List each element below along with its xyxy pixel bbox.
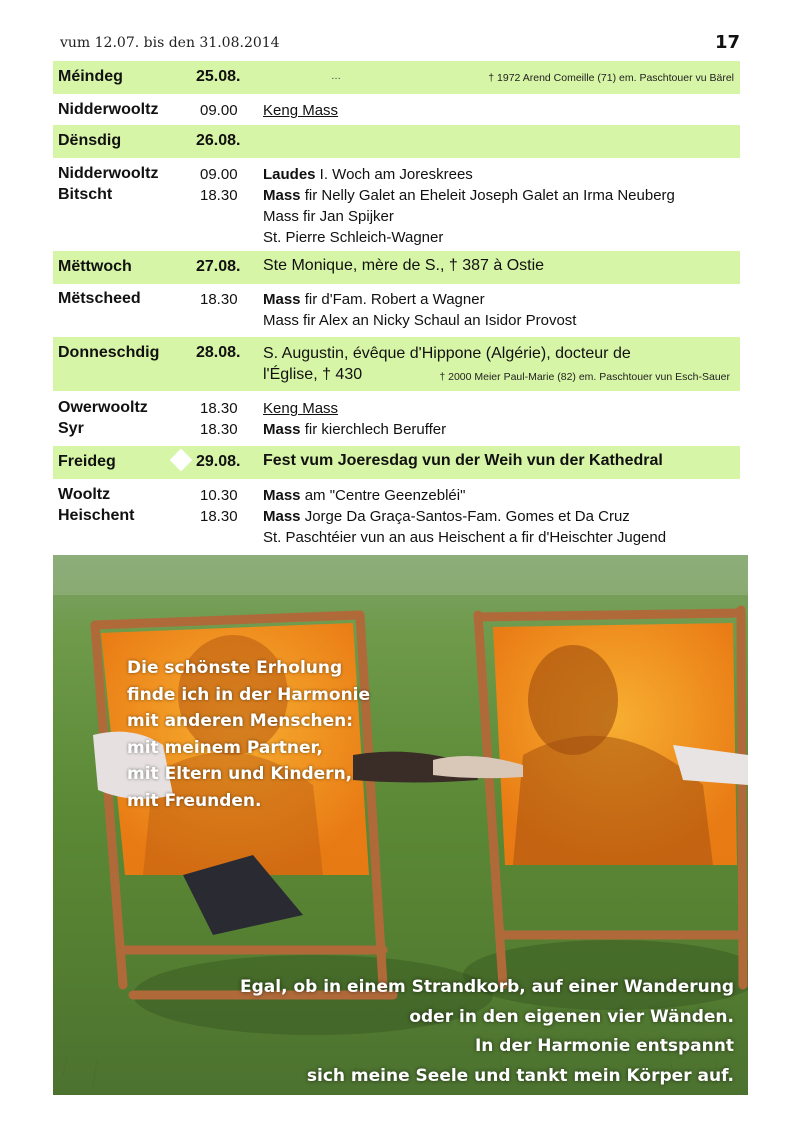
memorial-note: † 2000 Meier Paul-Marie (82) em. Paschtouer vun Esch-Sauer xyxy=(439,371,730,383)
day-row-mettwoch xyxy=(53,251,740,284)
entry-time: 18.30 xyxy=(200,421,238,438)
entry-text: Mass am "Centre Geenzebléi" xyxy=(263,487,466,504)
quote-bottom: Egal, ob in einem Strandkorb, auf einer Wanderung oder in den eigenen vier Wänden. In der Harmonie entspannt sich meine Seele und tankt mein Körper auf. xyxy=(239,977,734,1086)
weekday: Freideg xyxy=(58,453,116,470)
mass-schedule xyxy=(53,61,740,550)
day-row-donneschdig xyxy=(53,337,740,391)
schedule-entry xyxy=(53,285,740,337)
entry-place: Syr xyxy=(58,420,84,437)
feast-title: Ste Monique, mère de S., † 387 à Ostie xyxy=(263,257,545,274)
deckchairs-photo xyxy=(53,555,748,1095)
entry-text: Keng Mass xyxy=(263,102,339,119)
schedule-entry-group xyxy=(53,159,740,251)
entry-time: 09.00 xyxy=(200,102,238,119)
entry-time: 18.30 xyxy=(200,187,238,204)
quote-top: Die schönste Erholung finde ich in der Harmonie mit anderen Menschen: mit meinem Partner, mit Eltern und Kindern, mit Freunden. xyxy=(127,658,371,811)
date: 26.08. xyxy=(196,132,241,149)
entry-text: Mass fir Nelly Galet an Eheleit Joseph Galet an Irma Neuberg xyxy=(263,187,675,204)
schedule-entry-group xyxy=(53,480,740,550)
date: 28.08. xyxy=(196,344,241,361)
memorial-note: † 1972 Arend Comeille (71) em. Paschtouer vu Bärel xyxy=(488,72,734,84)
date: 27.08. xyxy=(196,258,241,275)
entry-text: Mass Jorge Da Graça-Santos-Fam. Gomes et Da Cruz xyxy=(263,508,630,525)
weekday: Méindeg xyxy=(58,68,123,85)
entry-place: Wooltz xyxy=(58,486,111,503)
entry-text: Mass fir Jan Spijker xyxy=(263,208,394,225)
entry-place: Mëtscheed xyxy=(58,290,141,307)
schedule-entry xyxy=(53,95,740,125)
entry-place: Nidderwooltz xyxy=(58,101,159,118)
entry-time: 18.30 xyxy=(200,291,238,308)
schedule-entry-group xyxy=(53,392,740,446)
weekday: Donneschdig xyxy=(58,344,160,361)
entry-text: Keng Mass xyxy=(263,400,339,417)
entry-text: St. Paschtéier vun an aus Heischent a fir d'Heischter Jugend xyxy=(263,529,667,546)
entry-text: St. Pierre Schleich-Wagner xyxy=(263,229,444,246)
diamond-marker xyxy=(170,449,193,472)
entry-text: Mass fir kierchlech Beruffer xyxy=(263,421,447,438)
feast-title: Fest vum Joeresdag vun der Weih vun der Kathedral xyxy=(263,452,663,469)
day-row-meindeg xyxy=(53,61,740,94)
weekday: Dënsdig xyxy=(58,132,122,149)
date: 25.08. xyxy=(196,68,241,85)
entry-time: 09.00 xyxy=(200,166,238,183)
day-row-densdig xyxy=(53,125,740,158)
entry-time: 18.30 xyxy=(200,508,238,525)
entry-place: Nidderwooltz xyxy=(58,165,159,182)
page-header xyxy=(60,32,740,54)
entry-place: Owerwooltz xyxy=(58,399,148,416)
entry-time: 10.30 xyxy=(200,487,238,504)
feast-title-cont: l'Église, † 430 xyxy=(263,366,363,383)
entry-text: Laudes I. Woch am Joreskrees xyxy=(263,166,473,183)
entry-place: Heischent xyxy=(58,507,135,524)
entry-place: Bitscht xyxy=(58,186,113,203)
feast-title: S. Augustin, évêque d'Hippone (Algérie), docteur de xyxy=(263,345,631,362)
day-row-freideg xyxy=(53,446,740,479)
ellipsis: … xyxy=(331,71,341,82)
weekday: Mëttwoch xyxy=(58,258,132,275)
entry-text: Mass fir Alex an Nicky Schaul an Isidor Provost xyxy=(263,312,577,329)
date: 29.08. xyxy=(196,453,241,470)
date-range: vum 12.07. bis den 31.08.2014 xyxy=(60,35,280,51)
entry-text: Mass fir d'Fam. Robert a Wagner xyxy=(263,291,485,308)
entry-time: 18.30 xyxy=(200,400,238,417)
page-number: 17 xyxy=(714,32,740,53)
